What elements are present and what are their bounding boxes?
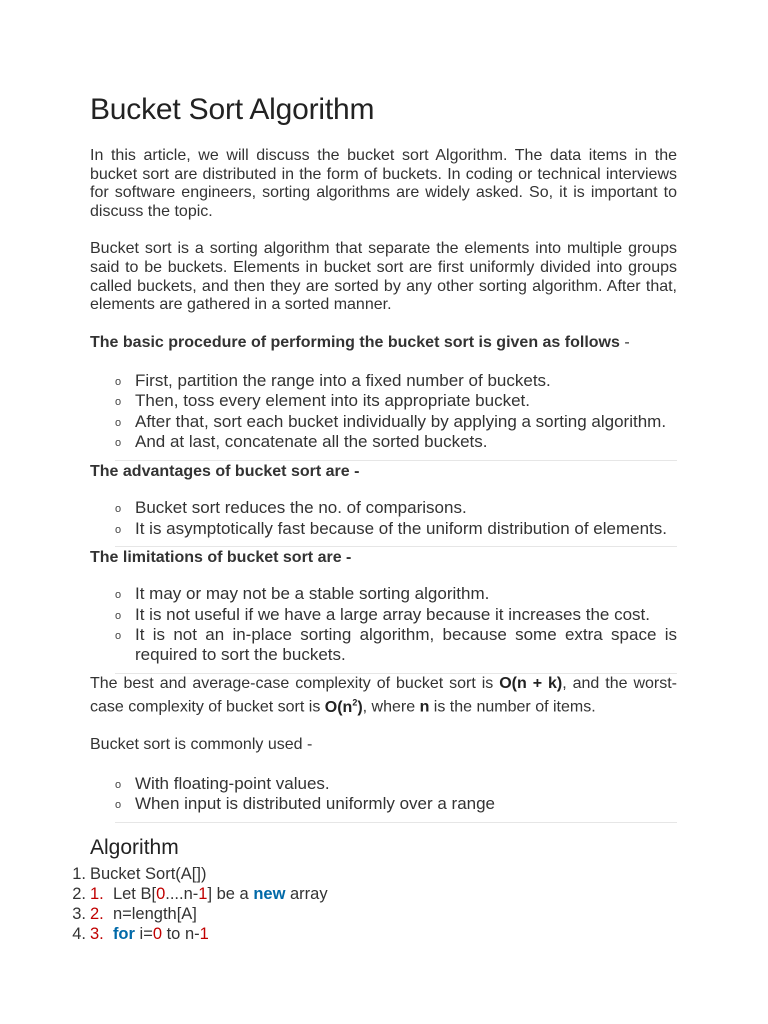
limitations-heading: The limitations of bucket sort are - (90, 549, 352, 567)
worst-case-close: ) (357, 698, 363, 716)
circle-bullet-icon: o (115, 375, 122, 388)
circle-bullet-icon: o (115, 630, 122, 642)
circle-bullet-icon: o (115, 523, 122, 536)
circle-bullet-icon: o (115, 799, 122, 812)
complexity-text-3: , where (362, 698, 420, 716)
code-number: 1 (198, 884, 208, 903)
intro-paragraph: In this article, we will discuss the bucket sort Algorithm. The data items in the bucket sort are distributed in the form of buckets. In coding or technical interviews for software engineers, sorting algorithms are widely asked. So, it is important to discuss the topic. (90, 147, 677, 220)
code-text: to n- (162, 925, 200, 944)
list-item-text: It is asymptotically fast because of the uniform distribution of elements. (135, 518, 667, 538)
list-item-text: It is not an in-place sorting algorithm, because some extra space is required to sort the buckets. (135, 625, 677, 665)
complexity-paragraph (90, 675, 677, 718)
line-number: 4. (72, 925, 86, 944)
code-keyword: new (253, 884, 286, 903)
circle-bullet-icon: o (115, 503, 122, 516)
list-item (115, 432, 677, 452)
usage-paragraph: Bucket sort is commonly used - (90, 736, 313, 754)
code-text: ] be a (207, 884, 254, 903)
list-item-text: It may or may not be a stable sorting algorithm. (135, 584, 490, 604)
page-title: Bucket Sort Algorithm (90, 93, 375, 126)
circle-bullet-icon: o (115, 778, 122, 791)
list-item-text: And at last, concatenate all the sorted buckets. (135, 431, 488, 451)
advantages-heading: The advantages of bucket sort are - (90, 463, 360, 481)
line-number: 1. (72, 864, 86, 883)
code-line (65, 924, 677, 944)
list-item (115, 498, 677, 518)
list-item-text: Bucket sort reduces the no. of comparisons. (135, 498, 467, 518)
circle-bullet-icon: o (115, 396, 122, 409)
list-item (115, 625, 677, 666)
step-number: 2. (90, 905, 104, 924)
code-keyword: for (112, 925, 135, 944)
code-text: i= (134, 925, 153, 944)
algorithm-heading: Algorithm (90, 835, 179, 859)
list-item-text: It is not useful if we have a large array because it increases the cost. (135, 604, 650, 624)
procedure-heading-text: The basic procedure of performing the bucket sort is given as follows (90, 333, 620, 351)
code-number: 0 (152, 925, 163, 944)
list-item (115, 605, 677, 625)
code-number: 0 (156, 884, 166, 903)
code-text: Let B[ (112, 884, 157, 903)
complexity-text-1: The best and average-case complexity of bucket sort is (90, 674, 500, 692)
list-item-text: After that, sort each bucket individually by applying a sorting algorithm. (135, 411, 667, 431)
step-number: 1. (90, 884, 104, 903)
list-item-text: Then, toss every element into its appropriate bucket. (135, 391, 530, 411)
list-item-text: First, partition the range into a fixed number of buckets. (135, 370, 551, 390)
circle-bullet-icon: o (115, 609, 122, 622)
limitations-list (90, 584, 677, 666)
list-item-text: When input is distributed uniformly over a range (135, 794, 496, 814)
procedure-heading (90, 333, 677, 352)
worst-case-base: O(n (324, 698, 353, 716)
circle-bullet-icon: o (115, 436, 122, 449)
article-content (72, 92, 678, 945)
complexity-text-4: is the number of items. (429, 698, 596, 716)
code-number: 1 (199, 925, 209, 944)
procedure-heading-tail: - (619, 333, 630, 351)
best-case-complexity: O(n + k) (499, 674, 563, 692)
list-item (115, 371, 677, 391)
section-divider (115, 673, 677, 674)
code-line (65, 864, 677, 884)
worst-case-exponent: 2 (352, 697, 358, 708)
usage-list (90, 774, 677, 815)
list-item (115, 412, 677, 432)
worst-case-complexity (325, 699, 363, 716)
code-text: ....n- (165, 884, 199, 903)
variable-n: n (419, 698, 430, 716)
circle-bullet-icon: o (115, 416, 122, 429)
code-text: Bucket Sort(A[]) (90, 864, 207, 883)
circle-bullet-icon: o (115, 589, 122, 602)
code-line (65, 904, 677, 924)
line-number: 2. (72, 884, 86, 903)
advantages-list (90, 498, 677, 539)
code-line (65, 884, 677, 904)
code-text: n=length[A] (112, 905, 197, 924)
complexity-text-2: , and the worst-case complexity of bucket sort is (90, 674, 678, 716)
procedure-list (90, 371, 677, 453)
section-divider (115, 460, 677, 461)
code-text: array (285, 884, 328, 903)
section-divider (115, 546, 677, 547)
list-item (115, 774, 677, 794)
section-divider (115, 822, 677, 823)
list-item (115, 794, 677, 814)
list-item (115, 391, 677, 411)
list-item (115, 519, 677, 539)
line-number: 3. (72, 905, 86, 924)
definition-paragraph: Bucket sort is a sorting algorithm that separate the elements into multiple groups said to be buckets. Elements in bucket sort are first uniformly divided into groups called buckets, and then they are sorted by any other sorting algorithm. After that, elements are gathered in a sorted manner. (90, 240, 677, 314)
list-item-text: With floating-point values. (135, 773, 330, 793)
algorithm-code-list (65, 864, 677, 945)
list-item (115, 584, 677, 604)
step-number: 3. (90, 925, 104, 944)
